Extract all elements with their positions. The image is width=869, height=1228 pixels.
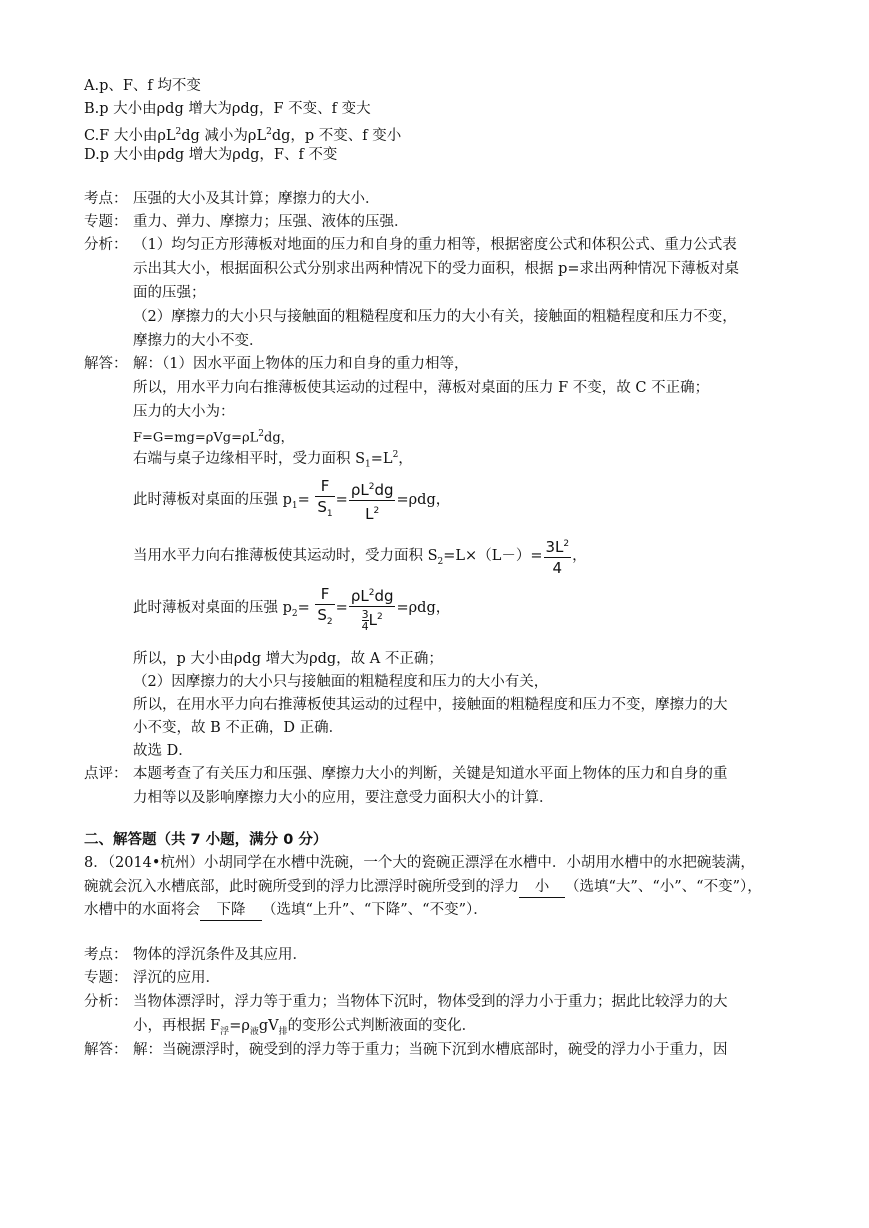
pressure-p1-formula: 此时薄板对桌面的压强 $p_1=$ $\frac{F}{S_1}$ = $\frac{\rho L^2dg}{L^2}$ =ρdg， (133, 477, 451, 523)
q8-kaodian-label: 考点： (84, 947, 128, 963)
q8-fenxi-label: 分析： (84, 994, 128, 1010)
q8-line1: 8．（2014•杭州）小胡同学在水槽中洗碗，一个大的瓷碗正漂浮在水槽中．小胡用水槽中的水把碗装满， (84, 855, 755, 871)
jieda-line: 解：（1）因水平面上物体的压力和自身的重力相等， (133, 356, 469, 372)
fraction-rho-l2-dg-over-three-quarter-l2: $\rho L^2dg$ $\frac{3}{4}$ $L^2$ (349, 584, 396, 632)
kaodian-label: 考点： (84, 191, 128, 207)
q8-fenxi-line: 当物体漂浮时，浮力等于重力；当物体下沉时，物体受到的浮力小于重力；据此比较浮力的大 (133, 994, 728, 1010)
section-heading: 二、解答题（共 7 小题，满分 0 分） (84, 832, 328, 848)
fenxi-line: 面的压强； (133, 285, 206, 301)
kaodian-text: 压强的大小及其计算；摩擦力的大小． (133, 191, 380, 207)
fraction-f-over-s1: $\frac{F}{S_1}$ (317, 477, 333, 519)
q8-line3: 水槽中的水面将会 下降 （选填“上升”、“下降”、“不变”）． (84, 900, 488, 921)
q8-zhuanti-label: 专题： (84, 970, 128, 986)
option-b: B.p 大小由ρdg 增大为ρdg，F 不变、f 变大 (84, 101, 371, 117)
fenxi-line: 示出其大小，根据面积公式分别求出两种情况下的受力面积，根据 p=求出两种情况下薄板对桌 (133, 261, 740, 277)
fenxi-line: （1）均匀正方形薄板对地面的压力和自身的重力相等，根据密度公式和体积公式、重力公式表 (133, 237, 737, 253)
fraction-rho-l2-dg-over-l2: $\frac{\rho L^2dg}{L^2}$ (349, 478, 396, 523)
fraction-3l2-over-4: $\frac{3L^2}{4}$ (544, 535, 572, 577)
q8-kaodian-text: 物体的浮沉条件及其应用． (133, 947, 307, 963)
q8-fenxi-line: 小，再根据 $F_浮=\rho_液gV_排$的变形公式判断液面的变化． (133, 1018, 477, 1037)
option-c: C.F 大小由$\rho L^2dg$ 减小为$\rho L^2dg$，p 不变、f 变小 (84, 127, 402, 144)
option-d: D.p 大小由ρdg 增大为ρdg，F、f 不变 (84, 147, 338, 163)
answer-blank-1: 小 (519, 877, 565, 898)
q8-jieda-label: 解答： (84, 1042, 128, 1058)
jieda-area-s1: 右端与桌子边缘相平时，受力面积 $S_1=L^2$， (133, 450, 413, 470)
q8-zhuanti-text: 浮沉的应用． (133, 970, 220, 986)
fraction-f-over-s2: $\frac{F}{S_2}$ (317, 585, 333, 627)
jieda-line: 所以，p 大小由ρdg 增大为ρdg，故 A 不正确； (133, 651, 443, 667)
q8-jieda-line: 解：当碗漂浮时，碗受到的浮力等于重力；当碗下沉到水槽底部时，碗受的浮力小于重力，因 (133, 1042, 728, 1058)
jieda-line: 所以，用水平力向右推薄板使其运动的过程中，薄板对桌面的压力 F 不变，故 C 不正确； (133, 380, 710, 396)
jieda-line: （2）因摩擦力的大小只与接触面的粗糙程度和压力的大小有关， (133, 674, 549, 690)
option-a: A.p、F、f 均不变 (84, 78, 201, 94)
answer-blank-2: 下降 (200, 900, 262, 921)
dianping-label: 点评： (84, 766, 128, 782)
dianping-line: 力相等以及影响摩擦力大小的应用，要注意受力面积大小的计算． (133, 790, 554, 806)
fenxi-label: 分析： (84, 237, 128, 253)
q8-line2: 碗就会沉入水槽底部，此时碗所受到的浮力比漂浮时碗所受到的浮力 小 （选填“大”、“小”、“不变”）， (84, 877, 762, 898)
jieda-line: 压力的大小为： (133, 404, 235, 420)
dianping-line: 本题考查了有关压力和压强、摩擦力大小的判断，关键是知道水平面上物体的压力和自身的重 (133, 766, 728, 782)
fenxi-line: 摩擦力的大小不变． (133, 333, 264, 349)
zhuanti-text: 重力、弹力、摩擦力；压强、液体的压强． (133, 214, 409, 230)
fenxi-line: （2）摩擦力的大小只与接触面的粗糙程度和压力的大小有关，接触面的粗糙程度和压力不变， (133, 309, 737, 325)
jieda-line: 故选 D． (133, 743, 193, 759)
area-s2-formula: 当用水平力向右推薄板使其运动时，受力面积 $S_2=L\times(L-)=$ $\frac{3L^2}{4}$ ， (133, 534, 587, 584)
jieda-label: 解答： (84, 356, 128, 372)
zhuanti-label: 专题： (84, 214, 128, 230)
jieda-force-formula: $F=G=mg=\rho Vg=\rho L^2dg$， (133, 429, 294, 446)
pressure-p2-formula: 此时薄板对桌面的压强 $p_2=$ $\frac{F}{S_2}$ = $\rho L^2dg$ $\frac{3}{4}$ $L^2$ =ρdg， (133, 585, 451, 633)
jieda-line: 小不变，故 B 不正确，D 正确． (133, 720, 344, 736)
jieda-line: 所以，在用水平力向右推薄板使其运动的过程中，接触面的粗糙程度和压力不变，摩擦力的大 (133, 697, 728, 713)
